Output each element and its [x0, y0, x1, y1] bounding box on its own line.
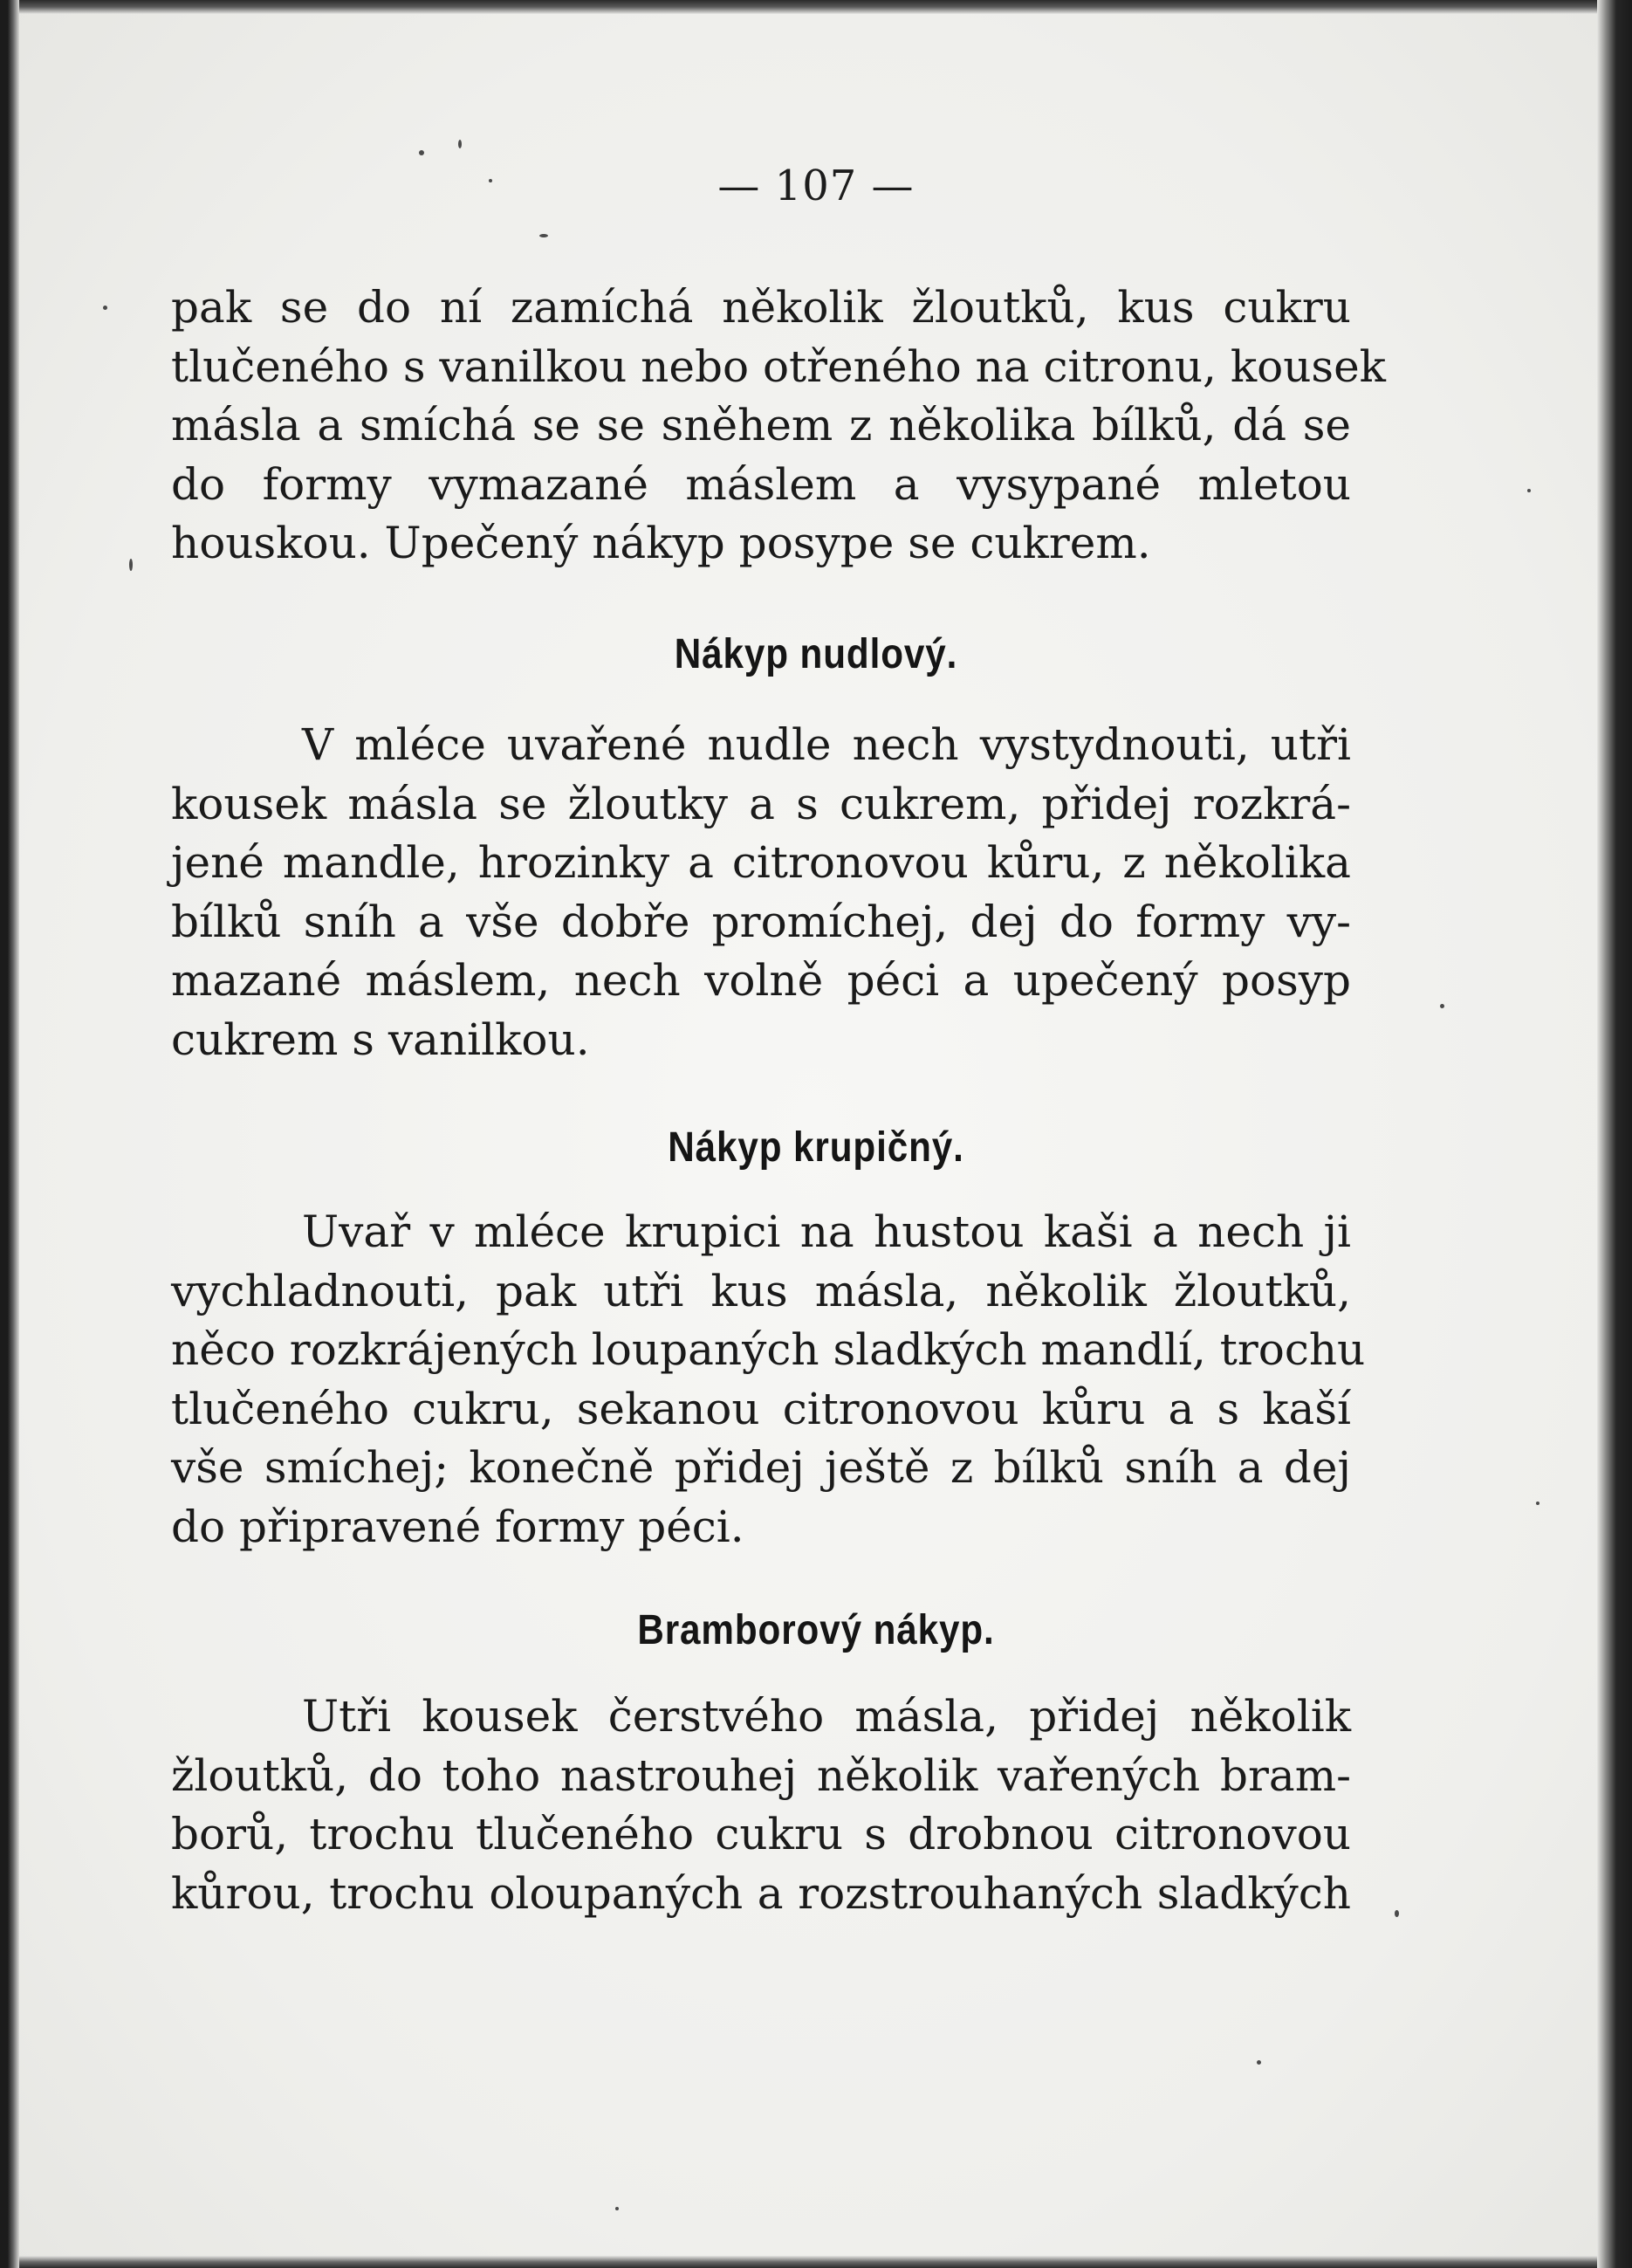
dust-speck — [458, 140, 462, 148]
text-line: kůrou, trochu oloupaných a rozstrouhaných sladkých — [171, 1867, 1351, 1919]
section-bramborovy-nakyp — [171, 1687, 1351, 1923]
paragraph — [171, 716, 1351, 1069]
text-line: V mléce uvařené nudle nech vystydnouti, utři — [302, 719, 1351, 770]
text-line: másla a smíchá se se sněhem z několika bílků, dá se — [171, 400, 1351, 450]
text-line: Uvař v mléce krupici na hustou kaši a nech ji — [302, 1206, 1351, 1257]
scan-edge-left — [0, 0, 19, 2268]
paragraph — [171, 1203, 1366, 1557]
page-number: — 107 — — [717, 162, 915, 210]
scan-edge-right — [1597, 0, 1632, 2268]
text-line: žloutků, do toho nastrouhej několik vařených bram- — [171, 1749, 1351, 1801]
dust-speck — [419, 150, 424, 155]
text-line: pak se do ní zamíchá několik žloutků, kus cukru — [171, 282, 1351, 333]
dust-speck — [1440, 1004, 1444, 1008]
text-line: vychladnouti, pak utři kus másla, několik žloutků, — [171, 1265, 1351, 1316]
dust-speck — [1257, 2060, 1261, 2065]
dust-speck — [615, 2207, 619, 2210]
text-line: do připravené formy péci. — [171, 1501, 744, 1552]
text-line: vše smíchej; konečně přidej ještě z bílků sníh a dej — [171, 1442, 1351, 1493]
recipe-heading: Bramborový nákyp. — [637, 1607, 995, 1653]
text-line: jené mandle, hrozinky a citronovou kůru, z několika — [171, 837, 1351, 888]
text-line: tlučeného cukru, sekanou citronovou kůru a s kaší — [171, 1383, 1351, 1434]
dust-speck — [1527, 489, 1531, 492]
recipe-heading: Nákyp krupičný. — [668, 1124, 964, 1171]
text-line: do formy vymazané máslem a vysypané mletou — [171, 458, 1351, 510]
text-line: mazané máslem, nech volně péci a upečený posyp — [171, 955, 1351, 1006]
text-line: borů, trochu tlučeného cukru s drobnou citronovou — [171, 1809, 1351, 1859]
dust-speck — [103, 306, 107, 310]
recipe-heading: Nákyp nudlový. — [674, 631, 958, 677]
text-line: kousek másla se žloutky a s cukrem, přidej rozkrá- — [171, 778, 1351, 829]
scan-edge-bottom — [0, 2256, 1632, 2268]
dust-speck — [129, 559, 133, 571]
dust-speck — [539, 234, 548, 237]
section-continuation — [171, 278, 1386, 574]
text-line: houskou. Upečený nákyp posype se cukrem. — [171, 518, 1151, 568]
paragraph — [171, 1687, 1351, 1923]
section-nakyp-krupicny — [171, 1203, 1366, 1557]
text-line: Utři kousek čerstvého másla, přidej několik — [302, 1691, 1351, 1742]
section-nakyp-nudlovy — [171, 716, 1351, 1069]
scan-edge-top — [0, 0, 1632, 14]
paragraph — [171, 278, 1386, 574]
dust-speck — [1395, 1910, 1399, 1917]
text-line: cukrem s vanilkou. — [171, 1014, 590, 1065]
dust-speck — [1536, 1502, 1539, 1505]
text-line: něco rozkrájených loupaných sladkých mandlí, trochu — [171, 1324, 1366, 1375]
text-line: bílků sníh a vše dobře promíchej, dej do formy vy- — [171, 896, 1351, 947]
text-line: tlučeného s vanilkou nebo otřeného na citronu, kousek — [171, 340, 1386, 392]
